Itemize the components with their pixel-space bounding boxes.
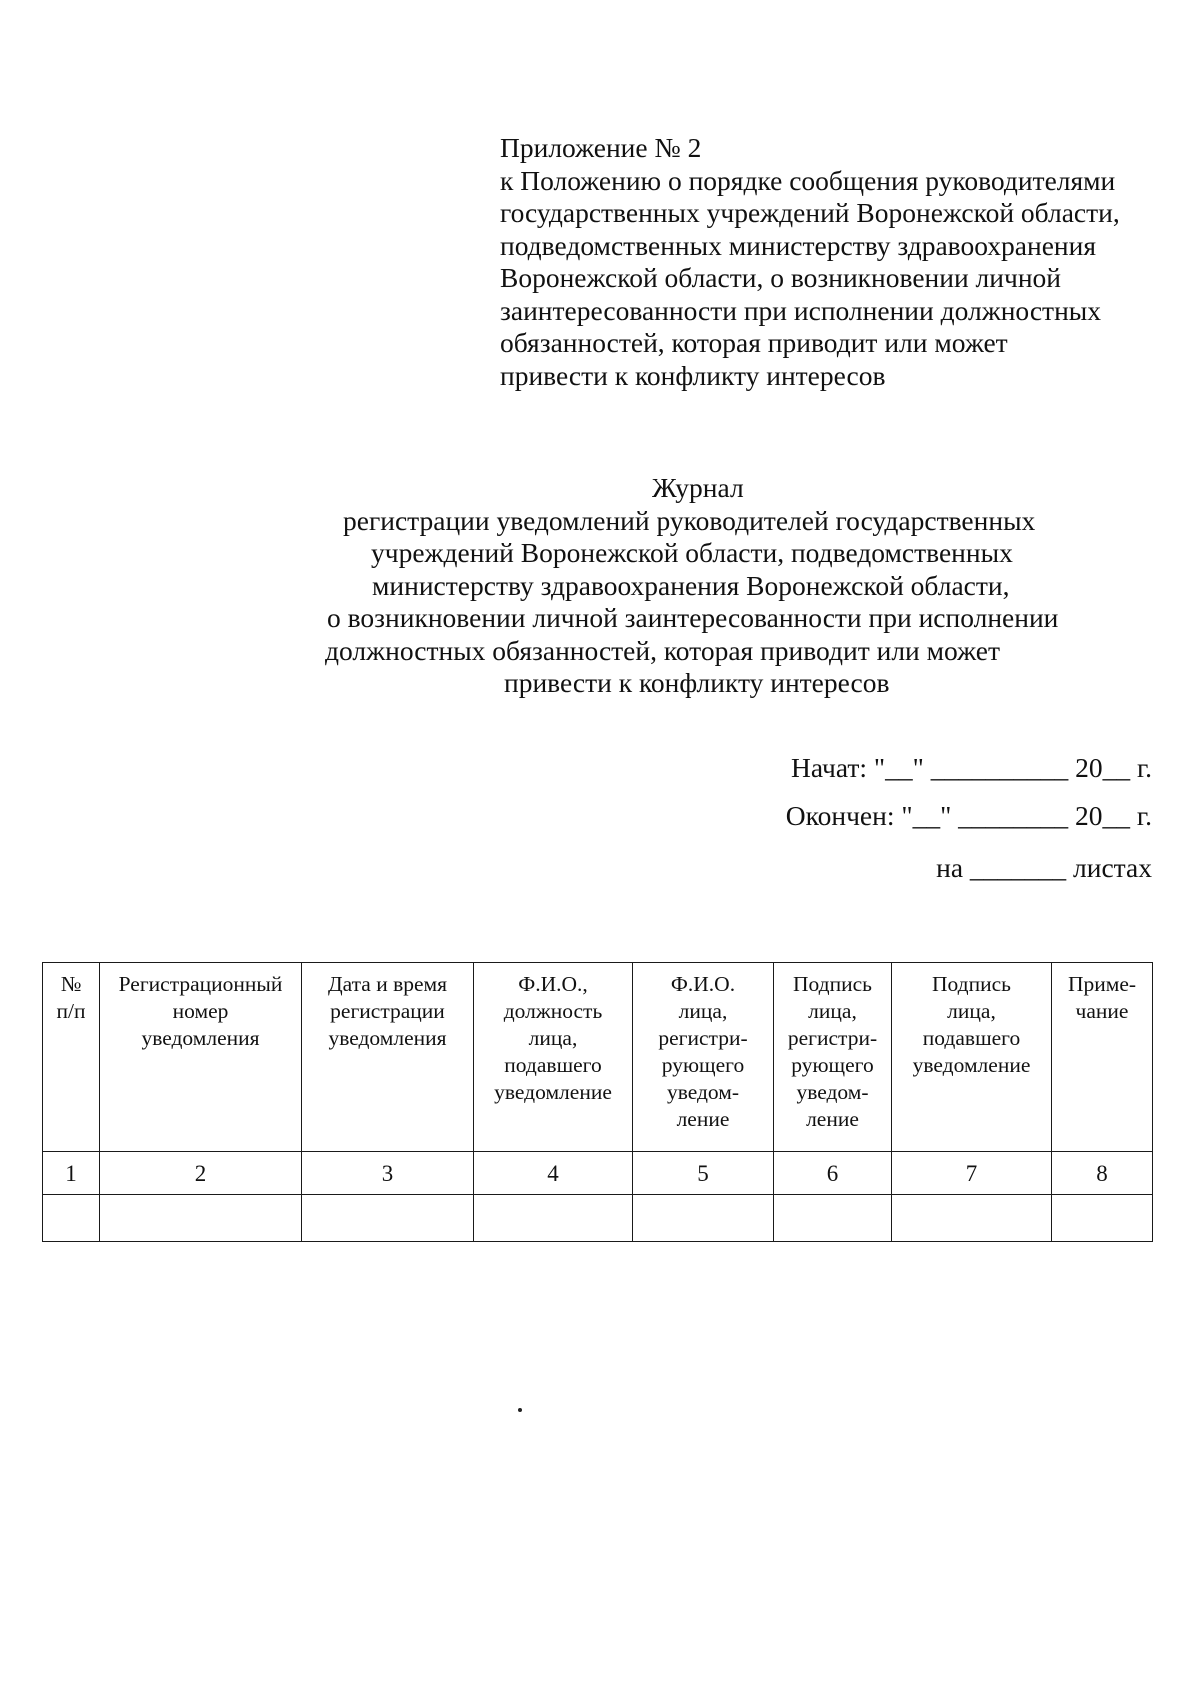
journal-line: министерству здравоохранения Воронежской области, [372,569,1010,601]
appendix-title: Приложение № 2 [500,132,702,163]
column-number: 3 [302,1152,474,1195]
journal-line: должностных обязанностей, которая приводит или может [325,634,1000,666]
column-number: 5 [633,1152,774,1195]
header-registrar-signature: Подпись лица, регистри- рующего уведом- ление [774,963,892,1152]
finished-date-line: Окончен: "__" ________ 20__ г. [785,800,1152,831]
column-number: 7 [892,1152,1052,1195]
header-registration-datetime: Дата и время регистрации уведомления [302,963,474,1152]
journal-line: о возникновении личной заинтересованности при исполнении [327,602,1059,633]
column-number: 2 [100,1152,302,1195]
header-registration-number: Регистрационный номер уведомления [100,963,302,1152]
appendix-line: заинтересованности при исполнении должностных [500,294,1102,326]
header-number: № п/п [43,963,100,1152]
empty-cell [474,1195,633,1242]
empty-cell [1052,1195,1153,1242]
empty-cell [43,1195,100,1242]
appendix-line: привести к конфликту интересов [500,359,886,391]
header-submitter-signature: Подпись лица, подавшего уведомление [892,963,1052,1152]
sheets-count-line: на _______ листах [936,852,1152,883]
column-number: 8 [1052,1152,1153,1195]
column-number-row [43,1152,1153,1195]
empty-cell [100,1195,302,1242]
appendix-line: подведомственных министерству здравоохранения [500,229,1097,261]
empty-cell [892,1195,1052,1242]
appendix-line: обязанностей, которая приводит или может [500,327,1008,358]
appendix-line: Воронежской области, о возникновении личной [500,262,1062,293]
journal-line: привести к конфликту интересов [504,667,890,698]
started-date-line: Начат: "__" __________ 20__ г. [791,752,1152,783]
empty-cell [302,1195,474,1242]
column-number: 6 [774,1152,892,1195]
journal-line: учреждений Воронежской области, подведомственных [371,537,1013,568]
journal-line: регистрации уведомлений руководителей государственных [343,504,1036,536]
header-registrar-name: Ф.И.О. лица, регистри- рующего уведом- ление [633,963,774,1152]
empty-table-row [43,1195,1153,1242]
appendix-block [500,132,1180,392]
empty-cell [633,1195,774,1242]
scan-speck [518,1408,522,1412]
table-header-row [43,963,1153,1152]
journal-title: Журнал [652,472,744,503]
registration-table [42,962,1153,1242]
empty-cell [774,1195,892,1242]
appendix-line: государственных учреждений Воронежской области, [500,197,1120,228]
appendix-line: к Положению о порядке сообщения руководителями [500,164,1116,196]
header-submitter-name-position: Ф.И.О., должность лица, подавшего уведомление [474,963,633,1152]
header-note: Приме- чание [1052,963,1153,1152]
column-number: 4 [474,1152,633,1195]
column-number: 1 [43,1152,100,1195]
